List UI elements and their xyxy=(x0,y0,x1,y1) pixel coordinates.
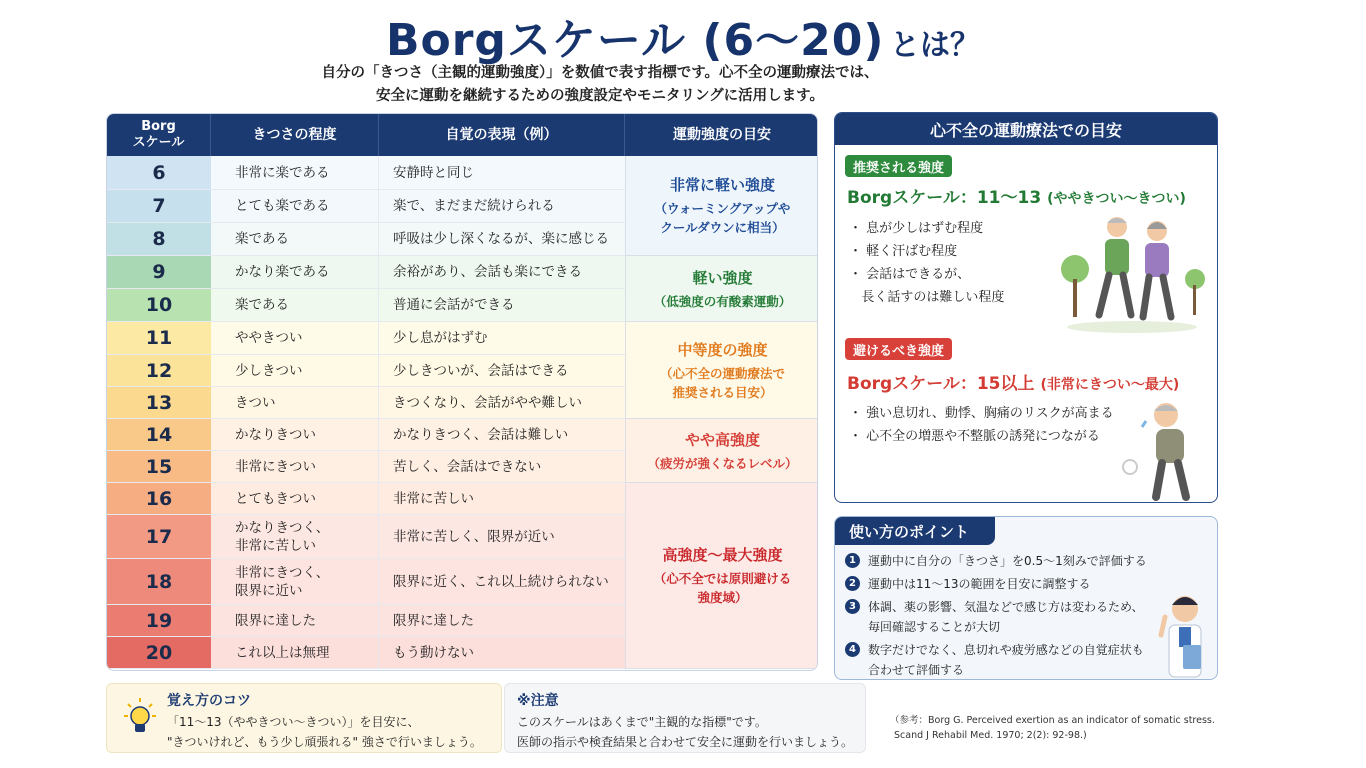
expression-example: きつくなり、会話がやや難しい xyxy=(379,387,625,419)
avoid-tag: 避けるべき強度 xyxy=(845,338,952,360)
effort-level: かなりきつく、 非常に苦しい xyxy=(211,515,379,559)
table-row xyxy=(107,637,625,669)
intro-text xyxy=(0,62,1200,108)
table-row xyxy=(107,419,625,451)
borg-value: 19 xyxy=(107,605,211,637)
expression-example: 限界に近く、これ以上続けられない xyxy=(379,559,625,605)
list-item: ・ 軽く汗ばむ程度 xyxy=(849,244,958,259)
tip-body xyxy=(167,712,482,752)
zone-subtitle: （疲労が強くなるレベル） xyxy=(647,455,798,471)
reference-line-2: Scand J Rehabil Med. 1970; 2(2): 92-98.) xyxy=(894,730,1087,741)
borg-value: 7 xyxy=(107,190,211,223)
zone-subtitle: （ウォーミングアップや クールダウンに相当） xyxy=(654,201,791,235)
zone-title: 高強度〜最大強度 xyxy=(662,546,783,564)
avoid-scale: Borgスケール：15以上 xyxy=(847,374,1035,394)
effort-level: かなりきつい xyxy=(211,419,379,451)
table-row xyxy=(107,515,625,559)
zone-title: 軽い強度 xyxy=(692,268,753,287)
borg-value: 20 xyxy=(107,637,211,669)
recommended-scale: Borgスケール：11〜13 xyxy=(847,188,1042,208)
tired-man-illustration xyxy=(1120,395,1210,503)
header-expression: 自覚の表現（例） xyxy=(379,114,625,156)
avoid-list xyxy=(849,402,1114,448)
note-body xyxy=(517,712,853,752)
effort-level: 非常に楽である xyxy=(211,156,379,190)
effort-level: 少しきつい xyxy=(211,355,379,387)
borg-value: 18 xyxy=(107,559,211,605)
expression-example: 非常に苦しく、限界が近い xyxy=(379,515,625,559)
avoid-range: (非常にきつい〜最大) xyxy=(1040,377,1180,393)
borg-value: 15 xyxy=(107,451,211,483)
tip-title: 覚え方のコツ xyxy=(167,693,251,709)
borg-value: 13 xyxy=(107,387,211,419)
expression-example: 少しきついが、会話はできる xyxy=(379,355,625,387)
expression-example: 限界に達した xyxy=(379,605,625,637)
borg-value: 10 xyxy=(107,289,211,322)
lightbulb-icon xyxy=(123,696,157,736)
recommended-list xyxy=(849,217,1004,309)
recommended-title xyxy=(847,183,1186,208)
table-row xyxy=(107,605,625,637)
expression-example: 少し息がはずむ xyxy=(379,322,625,355)
walking-couple-illustration xyxy=(1057,209,1207,339)
effort-level: 非常にきつい xyxy=(211,451,379,483)
reference-citation xyxy=(890,713,1215,743)
expression-example: 安静時と同じ xyxy=(379,156,625,190)
table-row xyxy=(107,256,625,289)
header-borg-scale: Borg スケール xyxy=(107,114,211,156)
usage-step-2: 2 運動中は11〜13の範囲を目安に調整する xyxy=(845,574,1147,594)
table-row xyxy=(107,387,625,419)
effort-level: 非常にきつく、 限界に近い xyxy=(211,559,379,605)
usage-step-4: 4 数字だけでなく、息切れや疲労感などの自覚症状も 合わせて評価する xyxy=(845,640,1147,680)
table-row xyxy=(107,559,625,605)
therapy-header: 心不全の運動療法での目安 xyxy=(835,113,1217,145)
zone-title: 中等度の強度 xyxy=(677,340,768,359)
intensity-zone xyxy=(625,483,818,669)
borg-value: 17 xyxy=(107,515,211,559)
recommended-range: (ややきつい〜きつい) xyxy=(1047,191,1186,207)
page-title xyxy=(0,4,1366,68)
intensity-zone xyxy=(625,322,818,419)
expression-example: 余裕があり、会話も楽にできる xyxy=(379,256,625,289)
intro-line-1: 自分の「きつさ（主観的運動強度）」を数値で表す指標です。心不全の運動療法では、 xyxy=(321,65,879,81)
borg-value: 16 xyxy=(107,483,211,515)
usage-step-3: 3 体調、薬の影響、気温などで感じ方は変わるため、 毎回確認することが大切 xyxy=(845,597,1147,637)
tip-line-2: "きついけれど、もう少し頑張れる" 強さで行いましょう。 xyxy=(167,735,482,749)
effort-level: とても楽である xyxy=(211,190,379,223)
borg-value: 12 xyxy=(107,355,211,387)
intensity-zone xyxy=(625,156,818,256)
zone-subtitle: （心不全では原則避ける 強度域） xyxy=(653,571,792,605)
expression-example: 苦しく、会話はできない xyxy=(379,451,625,483)
list-item: ・ 息が少しはずむ程度 xyxy=(849,221,984,236)
intensity-zone xyxy=(625,419,818,483)
usage-steps xyxy=(845,551,1147,680)
recommended-tag: 推奨される強度 xyxy=(845,155,952,177)
borg-value: 9 xyxy=(107,256,211,289)
table-row xyxy=(107,289,625,322)
expression-example: 呼吸は少し深くなるが、楽に感じる xyxy=(379,223,625,256)
effort-level: 楽である xyxy=(211,223,379,256)
expression-example: 楽で、まだまだ続けられる xyxy=(379,190,625,223)
doctor-illustration xyxy=(1151,591,1217,679)
usage-header: 使い方のポイント xyxy=(835,517,995,545)
zone-subtitle: （心不全の運動療法で 推奨される目安） xyxy=(659,365,785,400)
borg-value: 8 xyxy=(107,223,211,256)
expression-example: 普通に会話ができる xyxy=(379,289,625,322)
expression-example: もう動けない xyxy=(379,637,625,669)
note-box xyxy=(504,683,866,753)
table-row xyxy=(107,483,625,515)
list-item: ・ 会話はできるが、 xyxy=(849,267,971,282)
intro-line-2: 安全に運動を継続するための強度設定やモニタリングに活用します。 xyxy=(375,88,825,104)
table-header xyxy=(107,114,818,156)
note-line-1: このスケールはあくまで"主観的な指標"です。 xyxy=(517,715,767,729)
effort-level: 限界に達した xyxy=(211,605,379,637)
expression-example: かなりきつく、会話は難しい xyxy=(379,419,625,451)
effort-level: これ以上は無理 xyxy=(211,637,379,669)
borg-table xyxy=(106,113,818,671)
expression-example: 非常に苦しい xyxy=(379,483,625,515)
borg-value: 11 xyxy=(107,322,211,355)
header-effort: きつさの程度 xyxy=(211,114,379,156)
avoid-title xyxy=(847,369,1179,394)
list-item: 長く話すのは難しい程度 xyxy=(861,290,1005,305)
table-row xyxy=(107,322,625,355)
reference-line-1: （参考：Borg G. Perceived exertion as an indicator of somatic stress. xyxy=(890,715,1215,726)
effort-level: ややきつい xyxy=(211,322,379,355)
therapy-panel xyxy=(834,112,1218,503)
list-item: ・ 心不全の増悪や不整脈の誘発につながる xyxy=(849,429,1100,444)
zone-title: 非常に軽い強度 xyxy=(669,176,775,194)
zone-title: やや高強度 xyxy=(684,430,760,449)
table-row xyxy=(107,223,625,256)
table-row xyxy=(107,190,625,223)
tip-line-1: 「11〜13（ややきつい〜きつい）」を目安に、 xyxy=(167,715,420,729)
note-title: ※注意 xyxy=(517,693,559,709)
zone-subtitle: （低強度の有酸素運動） xyxy=(653,293,792,309)
usage-step-1: 1 運動中に自分の「きつさ」を0.5〜1刻みで評価する xyxy=(845,551,1147,571)
title-suffix: とは？ xyxy=(890,28,981,63)
title-main: Borgスケール (6〜20) xyxy=(385,15,885,66)
tip-box xyxy=(106,683,502,753)
usage-panel xyxy=(834,516,1218,680)
note-line-2: 医師の指示や検査結果と合わせて安全に運動を行いましょう。 xyxy=(517,735,854,749)
borg-value: 14 xyxy=(107,419,211,451)
table-row xyxy=(107,355,625,387)
intensity-zone xyxy=(625,256,818,322)
list-item: ・ 強い息切れ、動悸、胸痛のリスクが高まる xyxy=(849,406,1114,421)
header-intensity: 運動強度の目安 xyxy=(673,127,771,143)
borg-value: 6 xyxy=(107,156,211,190)
table-row xyxy=(107,451,625,483)
effort-level: かなり楽である xyxy=(211,256,379,289)
table-row xyxy=(107,156,625,190)
effort-level: きつい xyxy=(211,387,379,419)
effort-level: とてもきつい xyxy=(211,483,379,515)
effort-level: 楽である xyxy=(211,289,379,322)
